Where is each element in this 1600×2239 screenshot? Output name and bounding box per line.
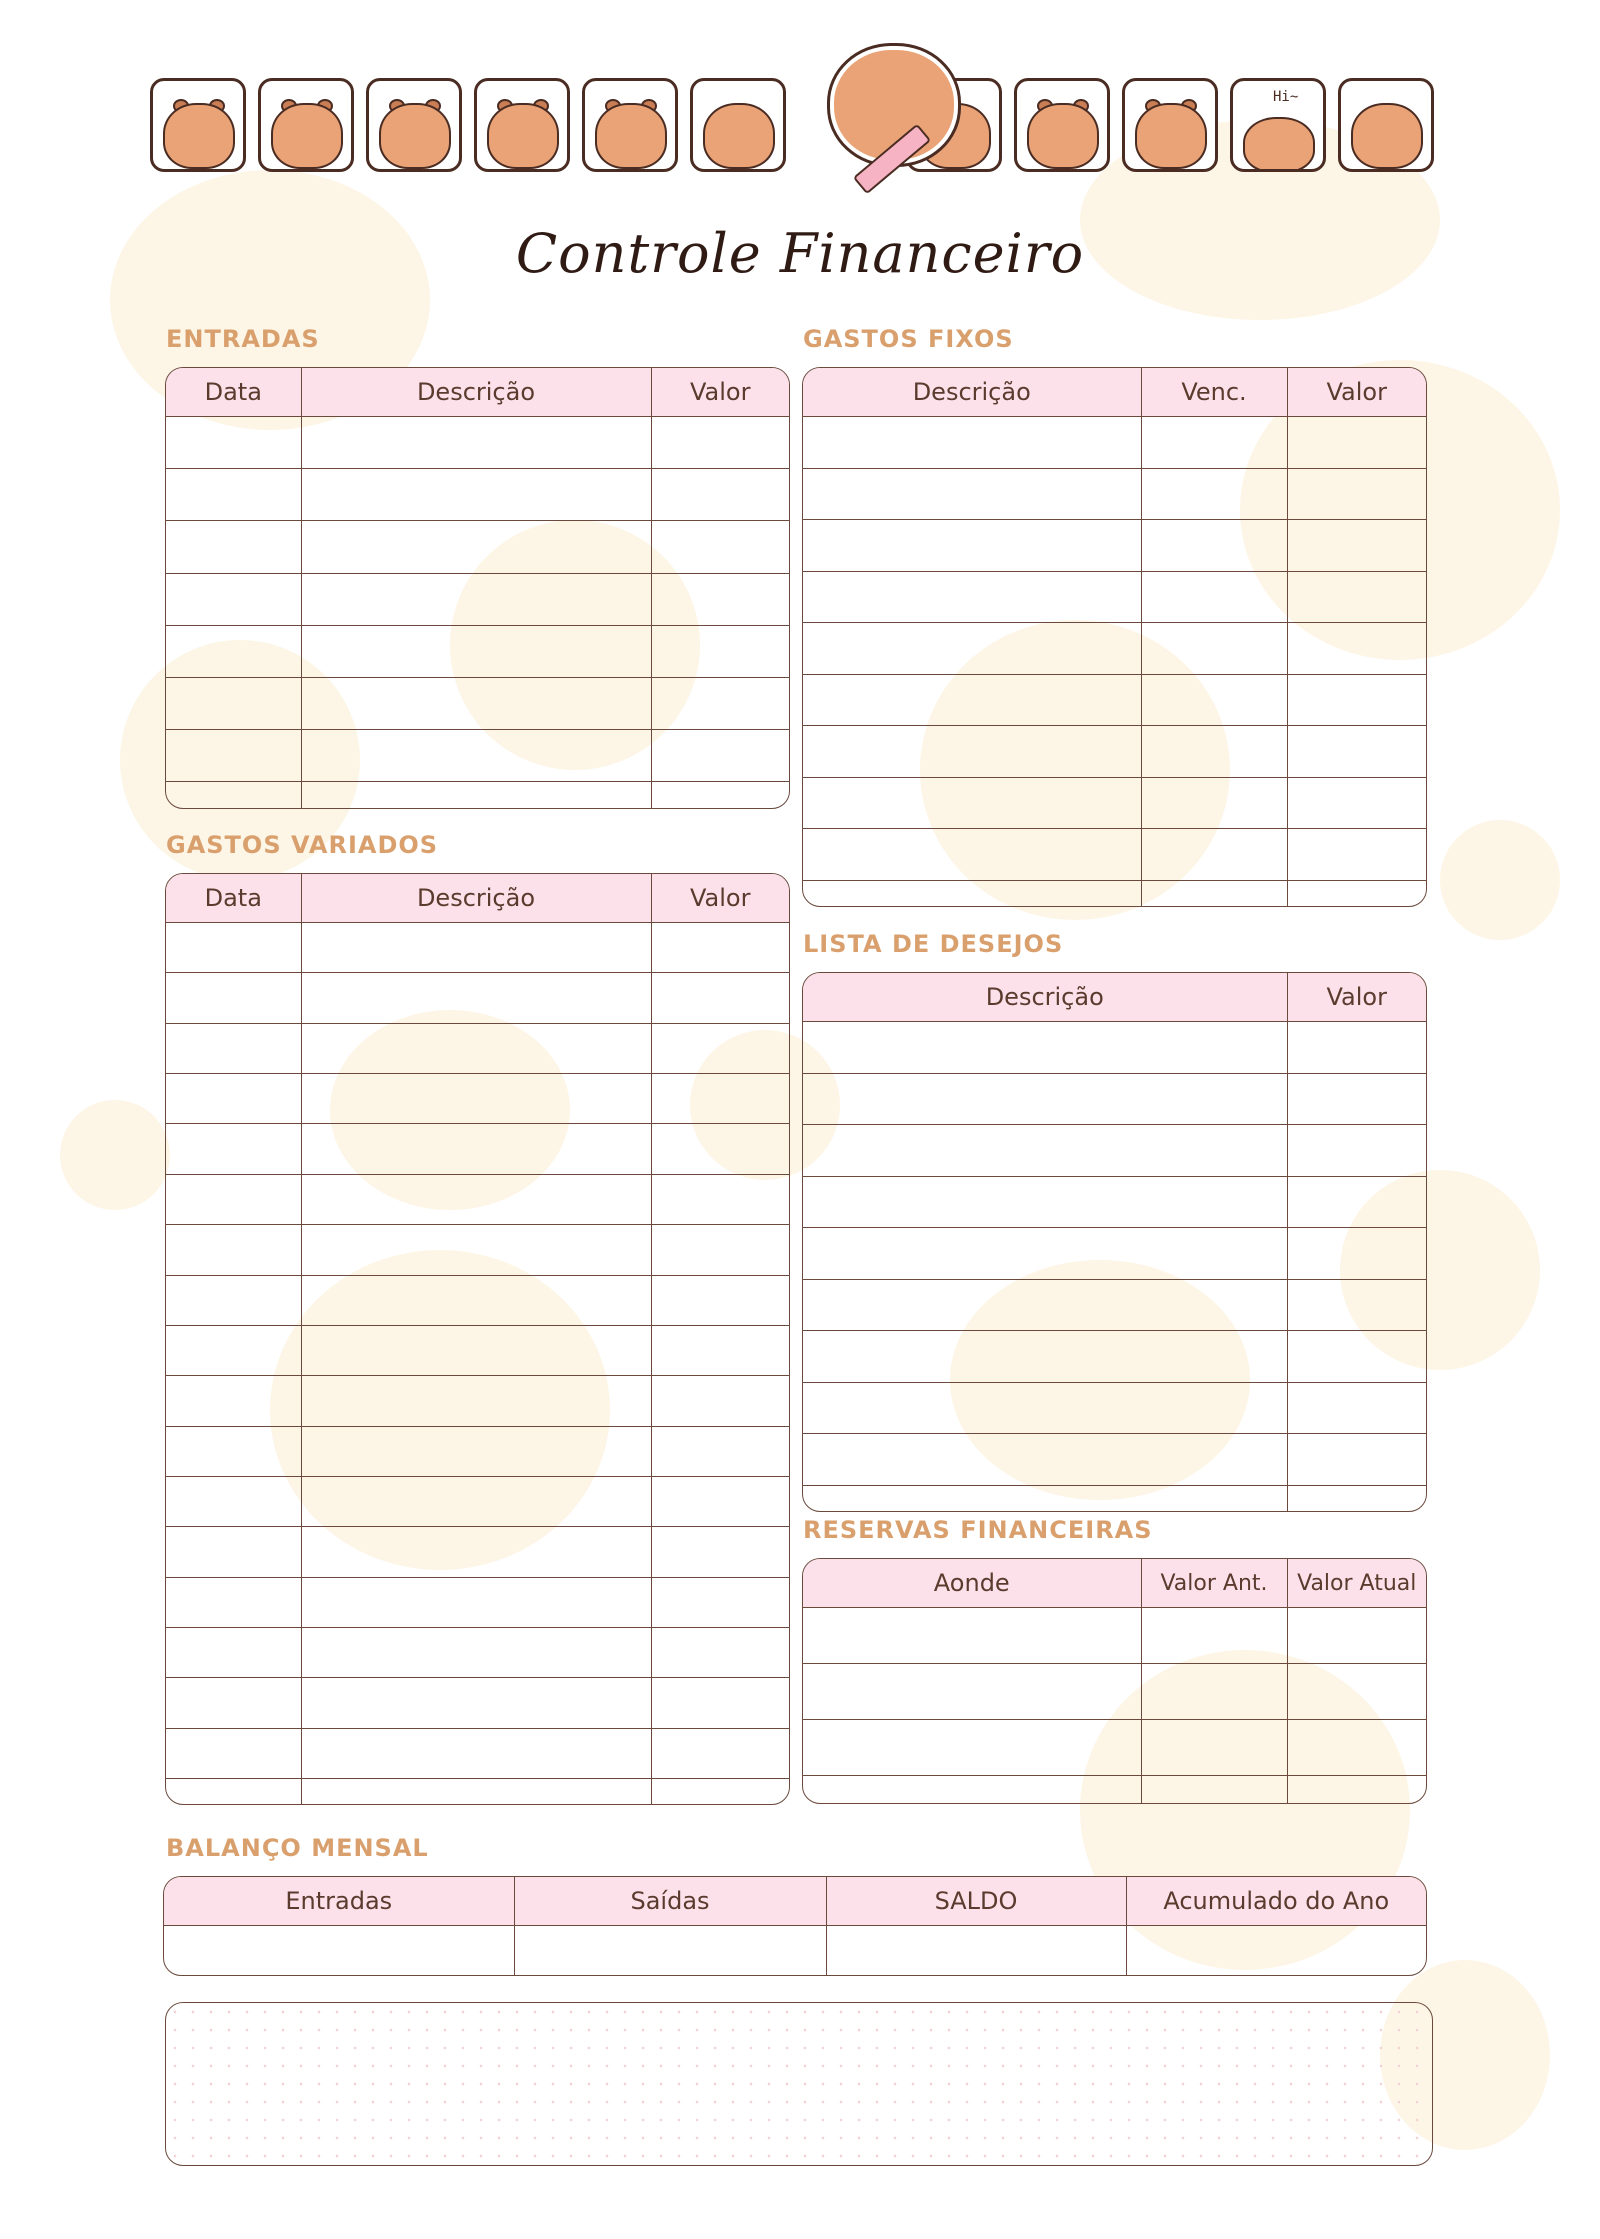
column-header: Valor Ant. xyxy=(1141,1559,1287,1608)
section-title-lista-desejos: LISTA DE DESEJOS xyxy=(803,930,1064,958)
column-header: Acumulado do Ano xyxy=(1126,1877,1426,1926)
column-header: Venc. xyxy=(1141,368,1287,417)
capybara-sticker-icon xyxy=(150,78,246,172)
sticker-hi-text: Hi~ xyxy=(1273,89,1299,105)
table-row[interactable] xyxy=(166,1476,789,1526)
background-blob xyxy=(1440,820,1560,940)
column-header: Valor Atual xyxy=(1287,1559,1426,1608)
gastos-fixos-table xyxy=(802,367,1427,907)
section-title-entradas: ENTRADAS xyxy=(166,325,320,353)
column-header: Valor xyxy=(1287,973,1426,1022)
table-row[interactable] xyxy=(803,417,1426,469)
table-row[interactable] xyxy=(803,1663,1426,1719)
table-row[interactable] xyxy=(166,677,789,729)
capybara-sticker-icon xyxy=(690,78,786,172)
table-row[interactable] xyxy=(166,1023,789,1073)
table-row[interactable] xyxy=(803,520,1426,572)
capybara-sticker-icon xyxy=(474,78,570,172)
table-row[interactable] xyxy=(803,1485,1426,1511)
table-row[interactable] xyxy=(803,726,1426,778)
table-row[interactable] xyxy=(166,1577,789,1627)
table-row[interactable] xyxy=(803,1022,1426,1074)
table-row[interactable] xyxy=(803,829,1426,881)
table-row[interactable] xyxy=(166,1728,789,1778)
table-row[interactable] xyxy=(803,1434,1426,1486)
notes-area[interactable] xyxy=(165,2002,1433,2166)
table-row[interactable] xyxy=(803,623,1426,675)
column-header: Descrição xyxy=(301,368,651,417)
column-header: Descrição xyxy=(803,368,1141,417)
table-row[interactable] xyxy=(803,777,1426,829)
capybara-sticker-icon xyxy=(1014,78,1110,172)
column-header: Valor xyxy=(651,874,789,923)
table-row[interactable] xyxy=(166,521,789,573)
balanco-table xyxy=(163,1876,1427,1976)
column-header: Data xyxy=(166,874,301,923)
section-title-gastos-fixos: GASTOS FIXOS xyxy=(803,325,1014,353)
table-row[interactable] xyxy=(166,1678,789,1728)
table-row[interactable] xyxy=(166,625,789,677)
reservas-table xyxy=(802,1558,1427,1804)
table-row[interactable] xyxy=(803,571,1426,623)
capybara-sticker-icon xyxy=(258,78,354,172)
table-row[interactable] xyxy=(166,469,789,521)
table-row[interactable] xyxy=(164,1926,1426,1976)
gastos-variados-table xyxy=(165,873,790,1805)
table-row[interactable] xyxy=(166,923,789,973)
table-row[interactable] xyxy=(166,1174,789,1224)
table-row[interactable] xyxy=(166,1124,789,1174)
table-row[interactable] xyxy=(803,1176,1426,1228)
section-title-balanco: BALANÇO MENSAL xyxy=(166,1834,429,1862)
table-row[interactable] xyxy=(166,782,789,808)
table-row[interactable] xyxy=(166,1527,789,1577)
table-row[interactable] xyxy=(803,1228,1426,1280)
table-row[interactable] xyxy=(166,1275,789,1325)
table-row[interactable] xyxy=(166,573,789,625)
table-row[interactable] xyxy=(166,1325,789,1375)
table-row[interactable] xyxy=(803,1279,1426,1331)
column-header: Descrição xyxy=(803,973,1287,1022)
section-title-gastos-variados: GASTOS VARIADOS xyxy=(166,831,439,859)
table-row[interactable] xyxy=(803,1719,1426,1775)
table-row[interactable] xyxy=(166,1376,789,1426)
table-row[interactable] xyxy=(803,1608,1426,1664)
table-row[interactable] xyxy=(803,1073,1426,1125)
column-header: Saídas xyxy=(514,1877,826,1926)
capybara-sticker-icon xyxy=(1338,78,1434,172)
column-header: Data xyxy=(166,368,301,417)
column-header: Valor xyxy=(1287,368,1426,417)
table-row[interactable] xyxy=(803,674,1426,726)
column-header: Descrição xyxy=(301,874,651,923)
table-row[interactable] xyxy=(803,1125,1426,1177)
table-row[interactable] xyxy=(166,1628,789,1678)
column-header: Valor xyxy=(651,368,789,417)
table-row[interactable] xyxy=(166,417,789,469)
column-header: Aonde xyxy=(803,1559,1141,1608)
capybara-sticker-icon xyxy=(366,78,462,172)
table-row[interactable] xyxy=(166,1779,789,1804)
lista-desejos-table xyxy=(802,972,1427,1512)
capybara-sticker-icon xyxy=(1230,78,1326,172)
column-header: Entradas xyxy=(164,1877,514,1926)
table-row[interactable] xyxy=(803,1382,1426,1434)
column-header: SALDO xyxy=(826,1877,1126,1926)
page-title: Controle Financeiro xyxy=(515,222,1085,285)
table-row[interactable] xyxy=(166,973,789,1023)
background-blob xyxy=(60,1100,170,1210)
table-row[interactable] xyxy=(166,1426,789,1476)
table-row[interactable] xyxy=(803,1331,1426,1383)
table-row[interactable] xyxy=(166,1074,789,1124)
table-row[interactable] xyxy=(803,468,1426,520)
table-row[interactable] xyxy=(166,730,789,782)
header-sticker-strip xyxy=(150,78,1440,174)
entradas-table xyxy=(165,367,790,809)
capybara-sticker-icon xyxy=(1122,78,1218,172)
table-row[interactable] xyxy=(166,1225,789,1275)
table-row[interactable] xyxy=(803,1775,1426,1803)
section-title-reservas: RESERVAS FINANCEIRAS xyxy=(803,1516,1153,1544)
capybara-sticker-icon xyxy=(582,78,678,172)
table-row[interactable] xyxy=(803,880,1426,906)
